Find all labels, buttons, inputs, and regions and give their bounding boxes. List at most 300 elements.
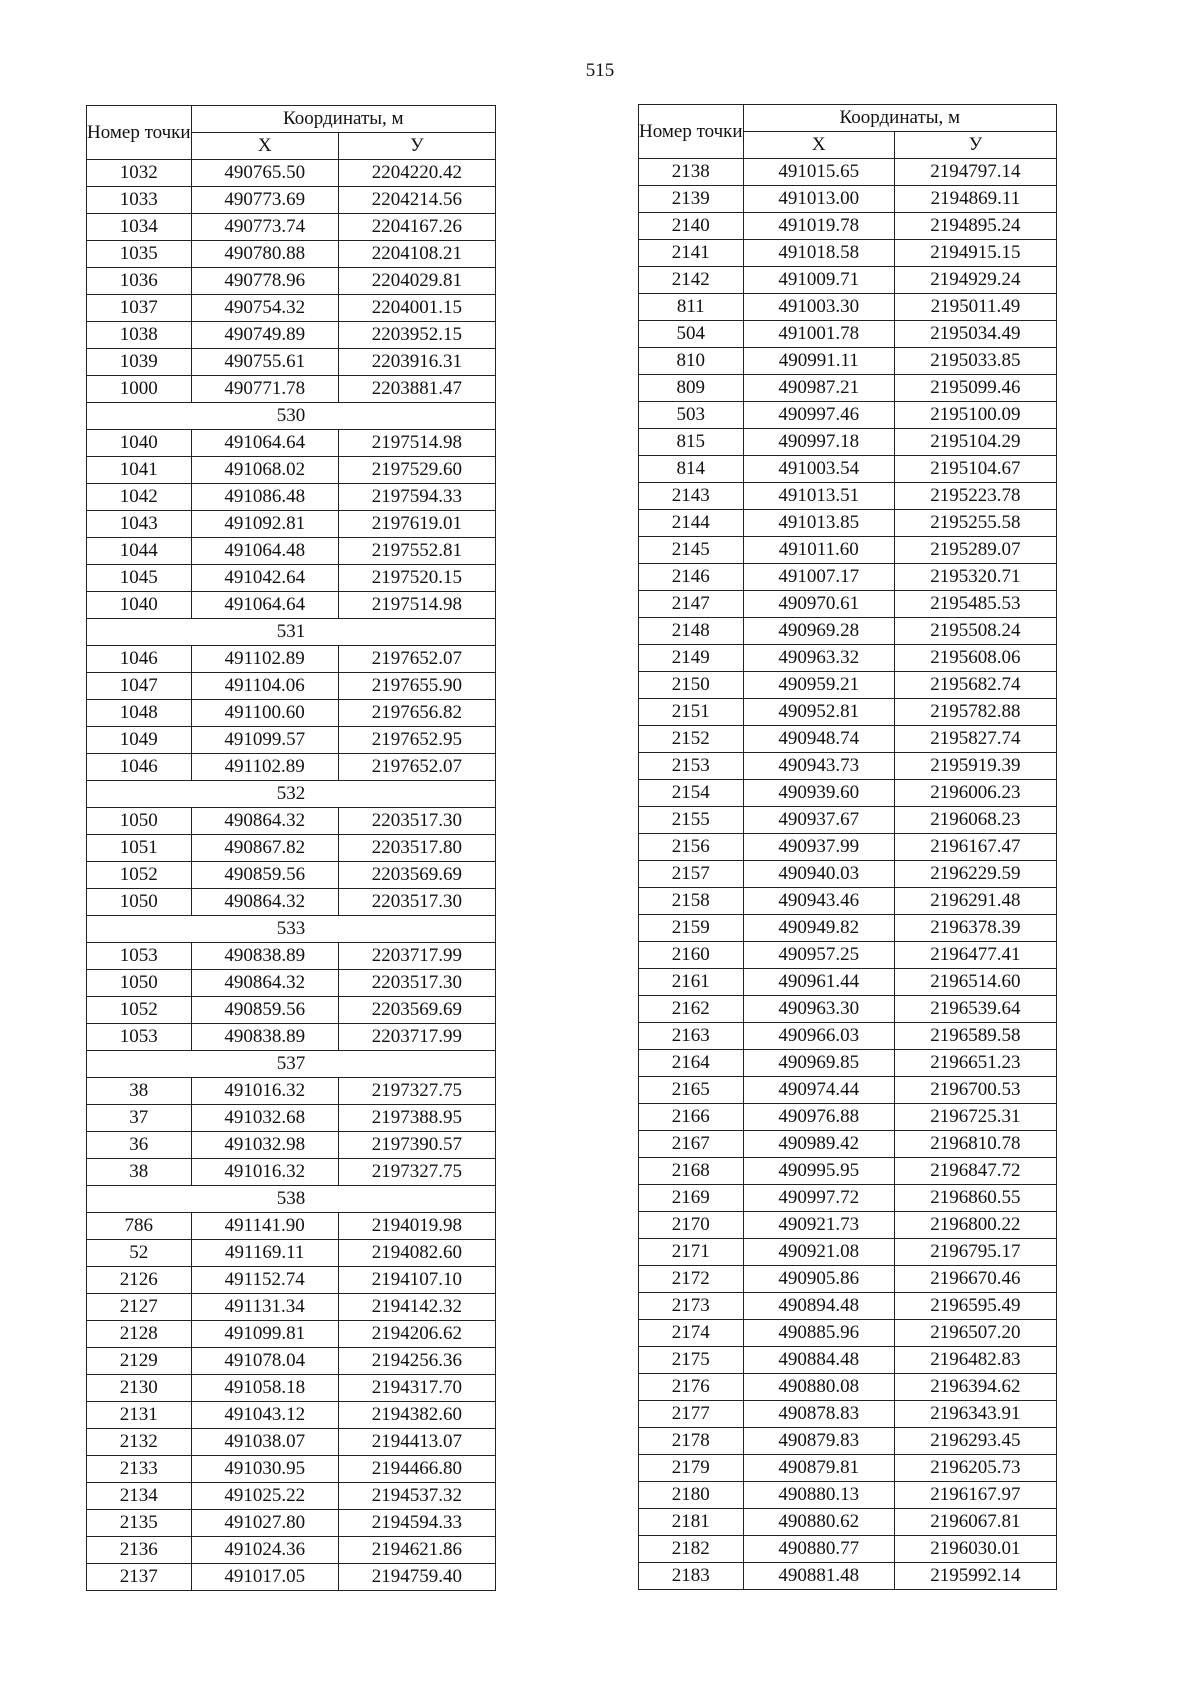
- y-coordinate-cell: 2196167.47: [894, 834, 1056, 861]
- table-row: [639, 1023, 1057, 1050]
- y-coordinate-cell: 2197327.75: [338, 1159, 495, 1186]
- x-coordinate-cell: 490952.81: [743, 699, 894, 726]
- y-coordinate-cell: 2195033.85: [894, 348, 1056, 375]
- point-number-cell: 1046: [87, 646, 192, 673]
- table-row: [639, 1212, 1057, 1239]
- x-coordinate-cell: 491086.48: [191, 484, 338, 511]
- table-row: [639, 267, 1057, 294]
- x-coordinate-cell: 490859.56: [191, 862, 338, 889]
- y-coordinate-cell: 2204029.81: [338, 268, 495, 295]
- point-number-cell: 1035: [87, 241, 192, 268]
- point-number-cell: 2179: [639, 1455, 744, 1482]
- point-number-cell: 1037: [87, 295, 192, 322]
- table-row: [87, 673, 496, 700]
- point-number-cell: 2180: [639, 1482, 744, 1509]
- y-coordinate-cell: 2204001.15: [338, 295, 495, 322]
- x-coordinate-cell: 491102.89: [191, 646, 338, 673]
- table-row: [87, 268, 496, 295]
- table-row: [87, 1078, 496, 1105]
- x-coordinate-cell: 491007.17: [743, 564, 894, 591]
- point-number-cell: 2133: [87, 1456, 192, 1483]
- x-coordinate-cell: 490976.88: [743, 1104, 894, 1131]
- y-coordinate-cell: 2194895.24: [894, 213, 1056, 240]
- point-number-cell: 2168: [639, 1158, 744, 1185]
- x-coordinate-cell: 491064.64: [191, 592, 338, 619]
- y-coordinate-cell: 2197594.33: [338, 484, 495, 511]
- table-row: [87, 1348, 496, 1375]
- table-row: [639, 429, 1057, 456]
- y-coordinate-cell: 2196205.73: [894, 1455, 1056, 1482]
- y-coordinate-cell: 2195919.39: [894, 753, 1056, 780]
- y-coordinate-cell: 2196030.01: [894, 1536, 1056, 1563]
- y-coordinate-cell: 2194142.32: [338, 1294, 495, 1321]
- x-coordinate-cell: 490940.03: [743, 861, 894, 888]
- x-coordinate-cell: 491017.05: [191, 1564, 338, 1591]
- y-coordinate-cell: 2195508.24: [894, 618, 1056, 645]
- point-number-cell: 1053: [87, 1024, 192, 1051]
- table-row: [87, 1429, 496, 1456]
- table-row: [639, 591, 1057, 618]
- point-number-cell: 38: [87, 1159, 192, 1186]
- point-number-cell: 36: [87, 1132, 192, 1159]
- coordinates-header: Координаты, м: [743, 105, 1056, 132]
- table-row: [87, 1267, 496, 1294]
- table-row: [639, 456, 1057, 483]
- x-coordinate-cell: 491043.12: [191, 1402, 338, 1429]
- table-row: [639, 321, 1057, 348]
- table-row: [87, 970, 496, 997]
- x-coordinate-cell: 490987.21: [743, 375, 894, 402]
- x-coordinate-cell: 490859.56: [191, 997, 338, 1024]
- point-number-cell: 1050: [87, 970, 192, 997]
- x-coordinate-cell: 490838.89: [191, 943, 338, 970]
- x-coordinate-cell: 490943.46: [743, 888, 894, 915]
- y-coordinate-cell: 2196068.23: [894, 807, 1056, 834]
- x-coordinate-cell: 491027.80: [191, 1510, 338, 1537]
- x-coordinate-cell: 491099.81: [191, 1321, 338, 1348]
- y-coordinate-cell: 2197652.07: [338, 754, 495, 781]
- y-coordinate-cell: 2197655.90: [338, 673, 495, 700]
- y-coordinate-cell: 2203517.30: [338, 889, 495, 916]
- point-number-cell: 2171: [639, 1239, 744, 1266]
- table-row: [639, 1428, 1057, 1455]
- section-row: [87, 916, 496, 943]
- point-number-cell: 2146: [639, 564, 744, 591]
- x-coordinate-cell: 491058.18: [191, 1375, 338, 1402]
- x-coordinate-cell: 490878.83: [743, 1401, 894, 1428]
- point-number-cell: 810: [639, 348, 744, 375]
- x-coordinate-cell: 490995.95: [743, 1158, 894, 1185]
- table-row: [639, 186, 1057, 213]
- x-coordinate-cell: 491016.32: [191, 1159, 338, 1186]
- table-row: [639, 159, 1057, 186]
- x-coordinate-cell: 491024.36: [191, 1537, 338, 1564]
- x-coordinate-cell: 491025.22: [191, 1483, 338, 1510]
- x-coordinate-cell: 490948.74: [743, 726, 894, 753]
- y-coordinate-cell: 2203952.15: [338, 322, 495, 349]
- x-coordinate-cell: 490867.82: [191, 835, 338, 862]
- y-coordinate-cell: 2203569.69: [338, 862, 495, 889]
- y-coordinate-cell: 2204214.56: [338, 187, 495, 214]
- point-number-cell: 1053: [87, 943, 192, 970]
- point-number-cell: 2140: [639, 213, 744, 240]
- point-number-cell: 1052: [87, 862, 192, 889]
- x-coordinate-cell: 491001.78: [743, 321, 894, 348]
- x-coordinate-cell: 490905.86: [743, 1266, 894, 1293]
- point-number-cell: 2160: [639, 942, 744, 969]
- point-number-cell: 1049: [87, 727, 192, 754]
- section-number: 533: [87, 916, 496, 943]
- y-coordinate-cell: 2195827.74: [894, 726, 1056, 753]
- y-coordinate-cell: 2197619.01: [338, 511, 495, 538]
- point-number-cell: 2144: [639, 510, 744, 537]
- x-coordinate-cell: 490773.74: [191, 214, 338, 241]
- table-row: [639, 1482, 1057, 1509]
- table-row: [639, 888, 1057, 915]
- x-coordinate-cell: 491068.02: [191, 457, 338, 484]
- y-coordinate-cell: 2195289.07: [894, 537, 1056, 564]
- table-row: [87, 1456, 496, 1483]
- table-row: [639, 1131, 1057, 1158]
- y-coordinate-cell: 2194915.15: [894, 240, 1056, 267]
- point-number-cell: 1034: [87, 214, 192, 241]
- point-number-cell: 503: [639, 402, 744, 429]
- table-row: [639, 1077, 1057, 1104]
- y-coordinate-cell: 2194621.86: [338, 1537, 495, 1564]
- point-number-cell: 1045: [87, 565, 192, 592]
- x-coordinate-cell: 490943.73: [743, 753, 894, 780]
- y-coordinate-cell: 2195011.49: [894, 294, 1056, 321]
- table-row: [87, 376, 496, 403]
- point-number-cell: 2149: [639, 645, 744, 672]
- x-coordinate-cell: 490771.78: [191, 376, 338, 403]
- point-number-cell: 1000: [87, 376, 192, 403]
- point-number-cell: 2157: [639, 861, 744, 888]
- y-coordinate-cell: 2194206.62: [338, 1321, 495, 1348]
- y-coordinate-cell: 2203881.47: [338, 376, 495, 403]
- y-coordinate-cell: 2197514.98: [338, 430, 495, 457]
- y-coordinate-cell: 2195608.06: [894, 645, 1056, 672]
- table-row: [87, 484, 496, 511]
- x-coordinate-cell: 490780.88: [191, 241, 338, 268]
- point-number-cell: 814: [639, 456, 744, 483]
- x-coordinate-cell: 490921.73: [743, 1212, 894, 1239]
- table-row: [639, 1266, 1057, 1293]
- table-row: [87, 538, 496, 565]
- point-number-cell: 2147: [639, 591, 744, 618]
- point-number-cell: 1044: [87, 538, 192, 565]
- x-coordinate-cell: 490937.67: [743, 807, 894, 834]
- point-number-cell: 1050: [87, 808, 192, 835]
- y-coordinate-cell: 2196477.41: [894, 942, 1056, 969]
- table-row: [639, 510, 1057, 537]
- y-coordinate-cell: 2196860.55: [894, 1185, 1056, 1212]
- table-row: [639, 942, 1057, 969]
- point-number-cell: 504: [639, 321, 744, 348]
- table-row: [87, 889, 496, 916]
- x-coordinate-cell: 490864.32: [191, 970, 338, 997]
- table-row: [639, 1293, 1057, 1320]
- point-number-cell: 786: [87, 1213, 192, 1240]
- point-number-cell: 2162: [639, 996, 744, 1023]
- x-coordinate-cell: 490880.62: [743, 1509, 894, 1536]
- section-number: 538: [87, 1186, 496, 1213]
- x-coordinate-cell: 491018.58: [743, 240, 894, 267]
- y-coordinate-cell: 2196293.45: [894, 1428, 1056, 1455]
- coordinates-table-left: [86, 105, 496, 1591]
- y-coordinate-cell: 2197390.57: [338, 1132, 495, 1159]
- y-coordinate-cell: 2195099.46: [894, 375, 1056, 402]
- point-number-cell: 1051: [87, 835, 192, 862]
- table-row: [87, 1024, 496, 1051]
- point-number-cell: 2156: [639, 834, 744, 861]
- point-number-cell: 2174: [639, 1320, 744, 1347]
- point-number-cell: 2165: [639, 1077, 744, 1104]
- section-number: 532: [87, 781, 496, 808]
- point-number-cell: 1033: [87, 187, 192, 214]
- section-row: [87, 1051, 496, 1078]
- y-coordinate-cell: 2203916.31: [338, 349, 495, 376]
- point-number-header: Номер точки: [639, 105, 744, 159]
- point-number-cell: 2148: [639, 618, 744, 645]
- point-number-cell: 2161: [639, 969, 744, 996]
- y-coordinate-cell: 2195320.71: [894, 564, 1056, 591]
- x-coordinate-cell: 491104.06: [191, 673, 338, 700]
- x-coordinate-cell: 490997.46: [743, 402, 894, 429]
- point-number-cell: 1048: [87, 700, 192, 727]
- table-row: [87, 997, 496, 1024]
- x-coordinate-cell: 491030.95: [191, 1456, 338, 1483]
- y-coordinate-cell: 2204167.26: [338, 214, 495, 241]
- table-row: [87, 322, 496, 349]
- x-coordinate-cell: 491013.00: [743, 186, 894, 213]
- x-coordinate-cell: 491100.60: [191, 700, 338, 727]
- table-row: [639, 915, 1057, 942]
- x-coordinate-cell: 490879.81: [743, 1455, 894, 1482]
- x-coordinate-cell: 490838.89: [191, 1024, 338, 1051]
- table-row: [87, 808, 496, 835]
- y-coordinate-cell: 2197520.15: [338, 565, 495, 592]
- point-number-cell: 1052: [87, 997, 192, 1024]
- y-coordinate-cell: 2203717.99: [338, 943, 495, 970]
- table-row: [87, 700, 496, 727]
- x-coordinate-cell: 490966.03: [743, 1023, 894, 1050]
- table-row: [639, 1509, 1057, 1536]
- x-coordinate-cell: 491032.68: [191, 1105, 338, 1132]
- x-coordinate-cell: 490989.42: [743, 1131, 894, 1158]
- y-coordinate-cell: 2197529.60: [338, 457, 495, 484]
- table-row: [87, 214, 496, 241]
- x-coordinate-cell: 491141.90: [191, 1213, 338, 1240]
- table-row: [87, 1132, 496, 1159]
- table-row: [87, 241, 496, 268]
- y-coordinate-cell: 2203517.30: [338, 970, 495, 997]
- table-row: [639, 1536, 1057, 1563]
- point-number-cell: 37: [87, 1105, 192, 1132]
- y-coordinate-cell: 2194466.80: [338, 1456, 495, 1483]
- table-row: [639, 726, 1057, 753]
- point-number-cell: 2153: [639, 753, 744, 780]
- y-coordinate-cell: 2194797.14: [894, 159, 1056, 186]
- table-row: [639, 294, 1057, 321]
- table-row: [639, 240, 1057, 267]
- y-coordinate-cell: 2197552.81: [338, 538, 495, 565]
- table-row: [639, 1158, 1057, 1185]
- point-number-cell: 2151: [639, 699, 744, 726]
- table-row: [87, 187, 496, 214]
- y-coordinate-cell: 2196378.39: [894, 915, 1056, 942]
- table-row: [639, 348, 1057, 375]
- table-row: [87, 727, 496, 754]
- table-row: [639, 672, 1057, 699]
- section-row: [87, 619, 496, 646]
- table-row: [87, 1321, 496, 1348]
- point-number-cell: 2141: [639, 240, 744, 267]
- table-row: [639, 645, 1057, 672]
- x-coordinate-cell: 491169.11: [191, 1240, 338, 1267]
- table-row: [87, 511, 496, 538]
- point-number-cell: 2175: [639, 1347, 744, 1374]
- y-coordinate-cell: 2194082.60: [338, 1240, 495, 1267]
- x-coordinate-cell: 491003.54: [743, 456, 894, 483]
- y-coordinate-cell: 2203517.30: [338, 808, 495, 835]
- x-coordinate-cell: 490937.99: [743, 834, 894, 861]
- table-row: [87, 1159, 496, 1186]
- x-coordinate-cell: 490885.96: [743, 1320, 894, 1347]
- table-row: [639, 1563, 1057, 1590]
- y-coordinate-cell: 2196167.97: [894, 1482, 1056, 1509]
- point-number-cell: 2137: [87, 1564, 192, 1591]
- point-number-cell: 2138: [639, 159, 744, 186]
- page-number: 515: [585, 60, 615, 81]
- y-coordinate-cell: 2196847.72: [894, 1158, 1056, 1185]
- x-coordinate-cell: 490939.60: [743, 780, 894, 807]
- x-coordinate-cell: 491015.65: [743, 159, 894, 186]
- table-row: [87, 646, 496, 673]
- x-coordinate-cell: 490881.48: [743, 1563, 894, 1590]
- table-row: [87, 1537, 496, 1564]
- y-coordinate-cell: 2196810.78: [894, 1131, 1056, 1158]
- y-coordinate-cell: 2195485.53: [894, 591, 1056, 618]
- table-row: [639, 861, 1057, 888]
- table-row: [87, 430, 496, 457]
- x-coordinate-cell: 490957.25: [743, 942, 894, 969]
- point-number-cell: 2154: [639, 780, 744, 807]
- y-coordinate-cell: 2195255.58: [894, 510, 1056, 537]
- y-coordinate-cell: 2194256.36: [338, 1348, 495, 1375]
- x-coordinate-cell: 490749.89: [191, 322, 338, 349]
- point-number-cell: 2166: [639, 1104, 744, 1131]
- table-row: [87, 1483, 496, 1510]
- y-coordinate-cell: 2196595.49: [894, 1293, 1056, 1320]
- y-coordinate-cell: 2204220.42: [338, 160, 495, 187]
- x-coordinate-cell: 491102.89: [191, 754, 338, 781]
- table-row: [639, 780, 1057, 807]
- table-row: [87, 835, 496, 862]
- table-row: [639, 753, 1057, 780]
- table-row: [639, 618, 1057, 645]
- y-coordinate-cell: 2196291.48: [894, 888, 1056, 915]
- y-coordinate-cell: 2195100.09: [894, 402, 1056, 429]
- table-row: [87, 349, 496, 376]
- x-coordinate-cell: 490894.48: [743, 1293, 894, 1320]
- x-coordinate-cell: 491152.74: [191, 1267, 338, 1294]
- y-coordinate-cell: 2195992.14: [894, 1563, 1056, 1590]
- table-row: [87, 943, 496, 970]
- x-coordinate-cell: 490997.72: [743, 1185, 894, 1212]
- point-number-cell: 2136: [87, 1537, 192, 1564]
- y-coordinate-cell: 2194107.10: [338, 1267, 495, 1294]
- x-coordinate-cell: 491099.57: [191, 727, 338, 754]
- table-row: [639, 834, 1057, 861]
- y-coordinate-cell: 2196800.22: [894, 1212, 1056, 1239]
- point-number-cell: 2127: [87, 1294, 192, 1321]
- y-coordinate-cell: 2196229.59: [894, 861, 1056, 888]
- table-row: [639, 1374, 1057, 1401]
- x-coordinate-cell: 491009.71: [743, 267, 894, 294]
- point-number-cell: 2150: [639, 672, 744, 699]
- y-coordinate-cell: 2203569.69: [338, 997, 495, 1024]
- y-coordinate-cell: 2197388.95: [338, 1105, 495, 1132]
- point-number-cell: 2155: [639, 807, 744, 834]
- point-number-cell: 1039: [87, 349, 192, 376]
- point-number-cell: 1042: [87, 484, 192, 511]
- point-number-cell: 2167: [639, 1131, 744, 1158]
- y-coordinate-cell: 2194413.07: [338, 1429, 495, 1456]
- y-coordinate-cell: 2203717.99: [338, 1024, 495, 1051]
- x-coordinate-cell: 490963.32: [743, 645, 894, 672]
- point-number-cell: 2145: [639, 537, 744, 564]
- y-coordinate-cell: 2196343.91: [894, 1401, 1056, 1428]
- y-coordinate-cell: 2196670.46: [894, 1266, 1056, 1293]
- y-coordinate-cell: 2196700.53: [894, 1077, 1056, 1104]
- point-number-cell: 1040: [87, 430, 192, 457]
- point-number-cell: 1036: [87, 268, 192, 295]
- y-coordinate-cell: 2196482.83: [894, 1347, 1056, 1374]
- table-row: [87, 160, 496, 187]
- x-coordinate-cell: 490997.18: [743, 429, 894, 456]
- coordinates-header: Координаты, м: [191, 106, 495, 133]
- y-coordinate-cell: 2194317.70: [338, 1375, 495, 1402]
- point-number-cell: 811: [639, 294, 744, 321]
- y-coordinate-cell: 2197327.75: [338, 1078, 495, 1105]
- y-coordinate-cell: 2194594.33: [338, 1510, 495, 1537]
- point-number-cell: 2126: [87, 1267, 192, 1294]
- x-coordinate-cell: 490921.08: [743, 1239, 894, 1266]
- point-number-cell: 2143: [639, 483, 744, 510]
- y-coordinate-cell: 2196539.64: [894, 996, 1056, 1023]
- point-number-cell: 2134: [87, 1483, 192, 1510]
- x-coordinate-cell: 491064.64: [191, 430, 338, 457]
- y-coordinate-cell: 2197656.82: [338, 700, 495, 727]
- table-row: [87, 565, 496, 592]
- table-row: [639, 996, 1057, 1023]
- x-coordinate-cell: 490754.32: [191, 295, 338, 322]
- table-row: [639, 402, 1057, 429]
- section-number: 537: [87, 1051, 496, 1078]
- point-number-cell: 2177: [639, 1401, 744, 1428]
- x-coordinate-cell: 490963.30: [743, 996, 894, 1023]
- point-number-cell: 2152: [639, 726, 744, 753]
- x-coordinate-cell: 491131.34: [191, 1294, 338, 1321]
- section-number: 531: [87, 619, 496, 646]
- x-coordinate-cell: 491013.51: [743, 483, 894, 510]
- x-coordinate-cell: 490864.32: [191, 808, 338, 835]
- table-row: [639, 1455, 1057, 1482]
- x-coordinate-cell: 490969.28: [743, 618, 894, 645]
- y-coordinate-cell: 2197514.98: [338, 592, 495, 619]
- y-coordinate-cell: 2195104.29: [894, 429, 1056, 456]
